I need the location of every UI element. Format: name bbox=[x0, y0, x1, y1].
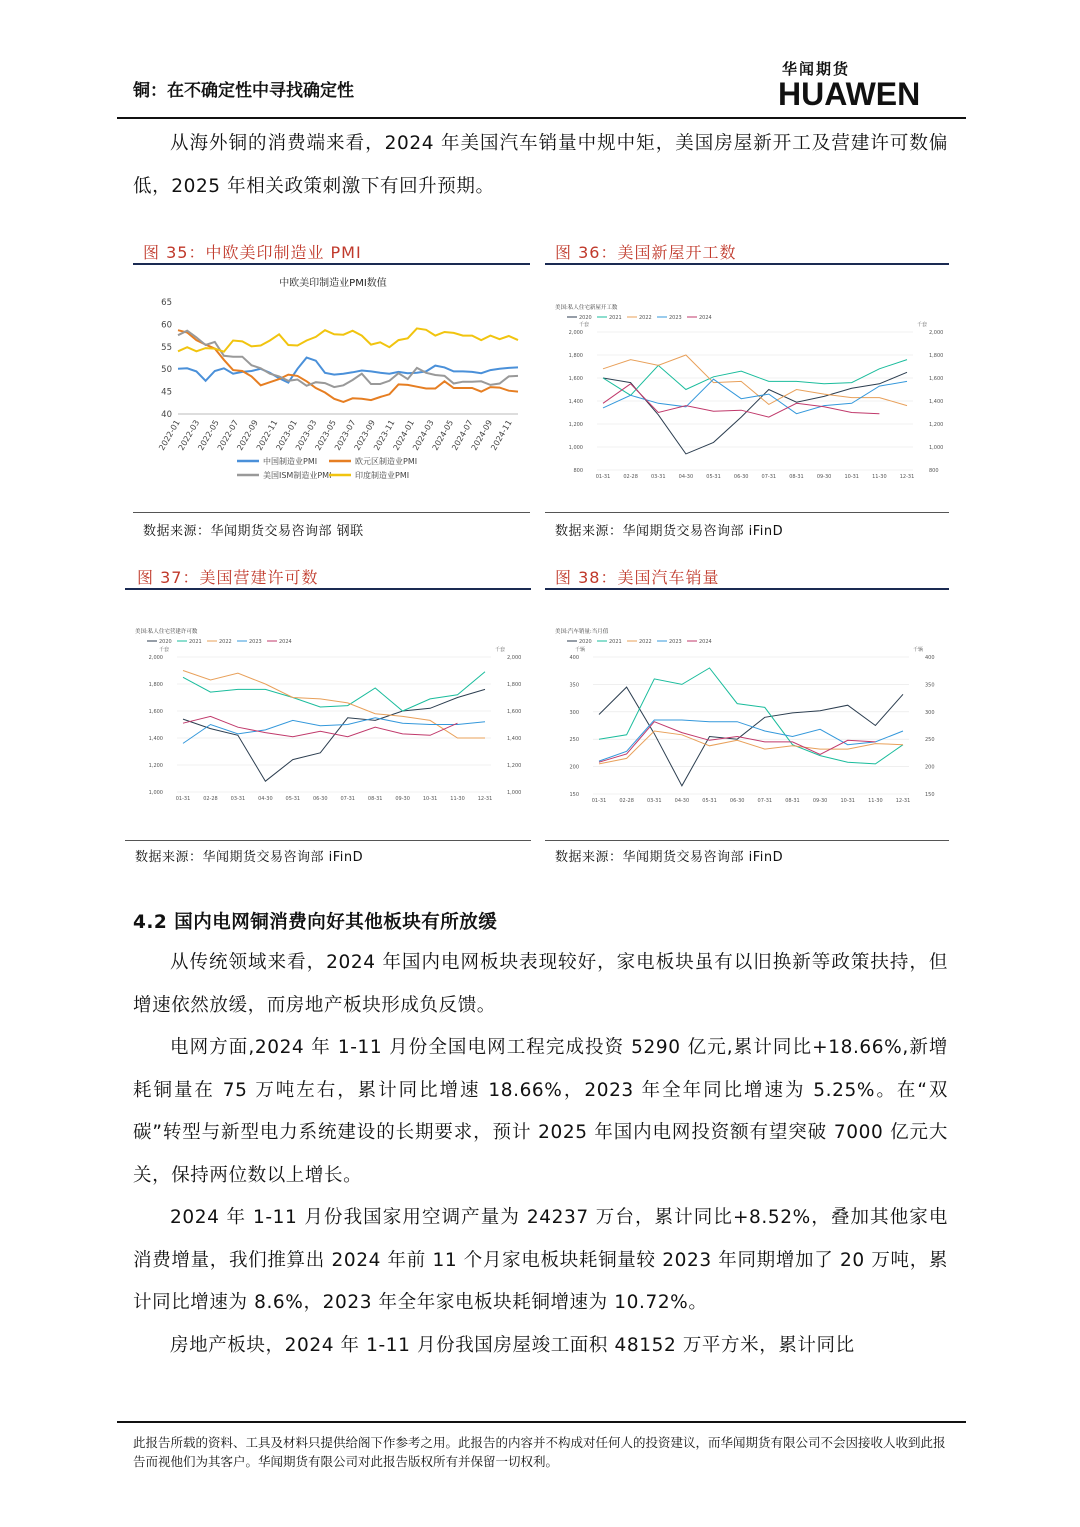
x-tick-label: 09-30 bbox=[816, 474, 832, 480]
y-tick-label-left: 1,800 bbox=[568, 353, 583, 359]
y-tick-label: 40 bbox=[161, 410, 172, 420]
legend-label: 2023 bbox=[669, 315, 682, 321]
x-tick-label: 10-31 bbox=[844, 474, 859, 480]
x-tick-label: 2023-11 bbox=[372, 418, 397, 452]
x-tick-label: 2022-05 bbox=[196, 418, 221, 452]
series-line bbox=[178, 328, 518, 351]
report-title: 铜：在不确定性中寻找确定性 bbox=[133, 81, 354, 101]
x-tick-label: 04-30 bbox=[678, 474, 694, 480]
logo-chinese-text: 华闻期货 bbox=[782, 60, 851, 78]
legend-label: 2022 bbox=[639, 315, 652, 321]
y-tick-label-right: 300 bbox=[925, 709, 935, 716]
fig38-bottom-rule bbox=[545, 840, 949, 841]
y-tick-label: 55 bbox=[161, 342, 172, 353]
legend-label: 2020 bbox=[579, 315, 592, 321]
section-heading: 4.2 国内电网铜消费向好其他板块有所放缓 bbox=[133, 912, 498, 933]
x-tick-label: 12-31 bbox=[899, 474, 915, 480]
x-tick-label: 07-31 bbox=[757, 798, 773, 804]
y-tick-label-left: 350 bbox=[569, 682, 579, 689]
legend-label: 2021 bbox=[609, 315, 622, 321]
y-tick-label-left: 1,800 bbox=[148, 682, 163, 688]
y-tick-label-left: 1,000 bbox=[568, 445, 583, 451]
y-tick-label: 50 bbox=[161, 365, 172, 376]
x-tick-label: 07-31 bbox=[761, 474, 777, 480]
x-tick-label: 01-31 bbox=[591, 798, 607, 804]
legend-label: 美国ISM制造业PMI bbox=[263, 471, 332, 480]
legend-label: 2024 bbox=[699, 639, 712, 645]
series-line bbox=[603, 379, 907, 414]
y-tick-label-right: 250 bbox=[925, 737, 935, 744]
y-tick-label-right: 1,800 bbox=[929, 353, 944, 359]
section-paragraph: 电网方面,2024 年 1-11 月份全国电网工程完成投资 5290 亿元,累计同比+18.66%,新增耗铜量在 75 万吨左右，累计同比增速 18.66%，2023 年全年同比增速为 5.25%。在“双碳”转型与新型电力系统建设的长期要求，预计 2025 年国内电网投资额有望突破 7000 亿元大关，保持两位数以上增长。 bbox=[133, 1037, 948, 1186]
x-tick-label: 2024-01 bbox=[391, 418, 417, 452]
x-tick-label: 10-31 bbox=[422, 796, 438, 802]
x-tick-label: 02-28 bbox=[203, 796, 218, 802]
y-tick-label-left: 150 bbox=[569, 792, 579, 798]
x-tick-label: 07-31 bbox=[340, 796, 355, 802]
y-tick-label-right: 1,000 bbox=[929, 445, 944, 451]
y-tick-label: 65 bbox=[161, 298, 172, 308]
legend-label: 2024 bbox=[699, 315, 712, 321]
fig37-top-rule bbox=[125, 588, 531, 590]
series-line bbox=[603, 360, 907, 396]
chart-title: 美国:私人住宅新屋开工数 bbox=[555, 305, 618, 311]
x-tick-label: 2023-05 bbox=[313, 418, 338, 452]
x-tick-label: 12-31 bbox=[895, 798, 911, 804]
x-tick-label: 01-31 bbox=[595, 474, 611, 480]
series-line bbox=[599, 687, 903, 786]
fig37-bottom-rule bbox=[125, 840, 531, 841]
x-tick-label: 2022-09 bbox=[235, 418, 260, 452]
legend-label: 中国制造业PMI bbox=[263, 457, 318, 466]
y-tick-label-right: 2,000 bbox=[929, 330, 944, 336]
legend-label: 2021 bbox=[609, 639, 622, 645]
x-tick-label: 05-31 bbox=[285, 796, 301, 802]
chart-title: 中欧美印制造业PMI数值 bbox=[279, 278, 387, 289]
series-line bbox=[178, 358, 518, 383]
x-tick-label: 2023-01 bbox=[274, 418, 299, 452]
unit-label-left: 千套 bbox=[578, 322, 589, 328]
y-tick-label: 60 bbox=[161, 320, 172, 331]
fig35-title: 图 35：中欧美印制造业 PMI bbox=[143, 243, 362, 262]
y-tick-label-right: 200 bbox=[925, 764, 935, 771]
legend-label: 2021 bbox=[189, 639, 202, 645]
x-tick-label: 09-30 bbox=[395, 796, 410, 802]
unit-label-left: 千套 bbox=[158, 647, 169, 653]
y-tick-label-left: 800 bbox=[573, 468, 583, 474]
intro-paragraph bbox=[133, 123, 948, 208]
x-tick-label: 2023-09 bbox=[352, 418, 378, 452]
intro-paragraph-text: 从海外铜的消费端来看，2024 年美国汽车销量中规中矩，美国房屋新开工及营建许可数偏低，2025 年相关政策刺激下有回升预期。 bbox=[133, 133, 948, 197]
y-tick-label-left: 400 bbox=[569, 655, 579, 661]
y-tick-label-left: 1,600 bbox=[568, 376, 583, 382]
fig38-title: 图 38：美国汽车销量 bbox=[555, 568, 720, 587]
disclaimer: 此报告所载的资料、工具及材料只提供给阁下作参考之用。此报告的内容并不构成对任何人的投资建议，而华闻期货有限公司不会因接收人收到此报告而视他们为其客户。华闻期货有限公司对此报告版权所有并保留一切权利。 bbox=[133, 1435, 946, 1469]
legend-label: 2020 bbox=[159, 639, 172, 645]
unit-label-left: 千辆 bbox=[574, 647, 585, 653]
y-tick-label-right: 2,000 bbox=[507, 655, 522, 661]
fig35-top-rule bbox=[133, 263, 530, 265]
series-line bbox=[603, 384, 879, 417]
x-tick-label: 2024-09 bbox=[469, 418, 495, 452]
fig38-chart bbox=[545, 591, 949, 835]
y-tick-label-right: 800 bbox=[929, 468, 939, 474]
x-tick-label: 2023-07 bbox=[332, 418, 358, 452]
y-tick-label-left: 1,000 bbox=[148, 790, 163, 796]
fig36-chart bbox=[545, 266, 949, 508]
x-tick-label: 06-30 bbox=[729, 798, 745, 804]
series-line bbox=[183, 672, 485, 711]
y-tick-label-right: 1,000 bbox=[507, 790, 522, 796]
y-tick-label-left: 1,400 bbox=[148, 736, 163, 742]
legend-label: 2022 bbox=[219, 639, 232, 645]
legend-label: 2020 bbox=[579, 639, 592, 645]
x-tick-label: 05-31 bbox=[706, 474, 721, 480]
x-tick-label: 2024-07 bbox=[450, 418, 475, 452]
logo-english-text: HUAWEN bbox=[778, 76, 921, 112]
x-tick-label: 06-30 bbox=[313, 796, 328, 802]
y-tick-label-right: 150 bbox=[925, 792, 935, 798]
x-tick-label: 04-30 bbox=[674, 798, 690, 804]
series-line bbox=[599, 722, 875, 763]
y-tick-label-left: 2,000 bbox=[148, 655, 163, 661]
huawen-logo bbox=[778, 58, 950, 112]
legend-label: 2023 bbox=[249, 639, 262, 645]
fig38-source: 数据来源：华闻期货交易咨询部 iFinD bbox=[555, 850, 784, 865]
y-tick-label-left: 200 bbox=[569, 764, 579, 771]
fig37-chart bbox=[125, 591, 531, 835]
x-tick-label: 03-31 bbox=[647, 798, 662, 804]
x-tick-label: 2023-03 bbox=[293, 418, 319, 452]
y-tick-label-right: 1,600 bbox=[507, 709, 522, 715]
x-tick-label: 11-30 bbox=[872, 474, 887, 480]
y-tick-label-left: 1,200 bbox=[148, 763, 163, 769]
x-tick-label: 2022-03 bbox=[176, 418, 202, 452]
x-tick-label: 03-31 bbox=[651, 474, 666, 480]
x-tick-label: 03-31 bbox=[230, 796, 246, 802]
x-tick-label: 11-30 bbox=[450, 796, 465, 802]
y-tick-label-right: 1,800 bbox=[507, 682, 522, 688]
fig36-source: 数据来源：华闻期货交易咨询部 iFinD bbox=[555, 524, 784, 539]
x-tick-label: 2022-11 bbox=[254, 418, 280, 452]
y-tick-label-right: 1,200 bbox=[929, 422, 944, 428]
header-divider bbox=[117, 117, 966, 119]
fig36-top-rule bbox=[545, 263, 949, 265]
x-tick-label: 02-28 bbox=[619, 798, 634, 804]
series-line bbox=[183, 689, 485, 781]
x-tick-label: 12-31 bbox=[477, 796, 493, 802]
x-tick-label: 2024-03 bbox=[411, 418, 436, 452]
series-line bbox=[599, 668, 903, 764]
x-tick-label: 09-30 bbox=[812, 798, 828, 804]
x-tick-label: 2024-05 bbox=[430, 418, 456, 452]
fig38-top-rule bbox=[545, 588, 949, 590]
x-tick-label: 02-28 bbox=[623, 474, 638, 480]
x-tick-label: 2022-07 bbox=[215, 418, 241, 452]
x-tick-label: 05-31 bbox=[702, 798, 717, 804]
chart-title: 美国:私人住宅营建许可数 bbox=[135, 629, 198, 635]
y-tick-label-left: 2,000 bbox=[568, 330, 583, 336]
fig36-bottom-rule bbox=[545, 512, 949, 513]
unit-label-right: 千套 bbox=[916, 322, 927, 328]
x-tick-label: 08-31 bbox=[367, 796, 383, 802]
fig35-bottom-rule bbox=[133, 512, 530, 513]
legend-label: 2023 bbox=[669, 639, 682, 645]
fig35-source: 数据来源：华闻期货交易咨询部 钢联 bbox=[143, 524, 364, 539]
fig37-source: 数据来源：华闻期货交易咨询部 iFinD bbox=[135, 850, 364, 865]
y-tick-label: 45 bbox=[161, 387, 172, 398]
section-paragraph: 从传统领域来看，2024 年国内电网板块表现较好，家电板块虽有以旧换新等政策扶持，但增速依然放缓，而房地产板块形成负反馈。 bbox=[133, 952, 948, 1016]
y-tick-label-left: 1,200 bbox=[568, 422, 583, 428]
y-tick-label-right: 1,400 bbox=[507, 736, 522, 742]
x-tick-label: 01-31 bbox=[175, 796, 191, 802]
legend-label: 2022 bbox=[639, 639, 652, 645]
legend-label: 2024 bbox=[279, 639, 292, 645]
x-tick-label: 08-31 bbox=[785, 798, 800, 804]
y-tick-label-left: 300 bbox=[569, 709, 579, 716]
fig36-title: 图 36：美国新屋开工数 bbox=[555, 243, 737, 262]
series-line bbox=[178, 330, 518, 402]
x-tick-label: 2024-11 bbox=[489, 418, 514, 452]
y-tick-label-right: 350 bbox=[925, 682, 935, 689]
unit-label-right: 千套 bbox=[494, 647, 505, 653]
fig37-title: 图 37：美国营建许可数 bbox=[137, 568, 319, 587]
x-tick-label: 04-30 bbox=[258, 796, 273, 802]
fig35-chart bbox=[133, 266, 530, 508]
x-tick-label: 2022-01 bbox=[157, 418, 182, 452]
x-tick-label: 11-30 bbox=[868, 798, 883, 804]
x-tick-label: 08-31 bbox=[789, 474, 804, 480]
y-tick-label-right: 1,600 bbox=[929, 376, 944, 382]
chart-title: 美国:汽车销量:当月值 bbox=[555, 629, 609, 635]
section-paragraph: 2024 年 1-11 月份我国家用空调产量为 24237 万台，累计同比+8.52%，叠加其他家电消费增量，我们推算出 2024 年前 11 个月家电板块耗铜量较 2023 年同期增加了 20 万吨，累计同比增速为 8.6%，2023 年全年家电板块耗铜增速为 10.72%。 bbox=[133, 1207, 948, 1313]
y-tick-label-left: 1,400 bbox=[568, 399, 583, 405]
series-line bbox=[599, 731, 903, 764]
x-tick-label: 10-31 bbox=[840, 798, 855, 804]
unit-label-right: 千辆 bbox=[912, 647, 923, 653]
footer-divider bbox=[117, 1421, 966, 1423]
series-line bbox=[178, 331, 518, 387]
y-tick-label-left: 250 bbox=[569, 737, 579, 744]
legend-label: 欧元区制造业PMI bbox=[355, 457, 418, 466]
x-tick-label: 06-30 bbox=[733, 474, 749, 480]
y-tick-label-left: 1,600 bbox=[148, 709, 163, 715]
y-tick-label-right: 1,200 bbox=[507, 763, 522, 769]
series-line bbox=[183, 716, 458, 736]
section-paragraph: 房地产板块，2024 年 1-11 月份我国房屋竣工面积 48152 万平方米，累计同比 bbox=[170, 1334, 855, 1356]
y-tick-label-right: 1,400 bbox=[929, 399, 944, 405]
y-tick-label-right: 400 bbox=[925, 655, 935, 661]
series-line bbox=[603, 355, 907, 406]
section-body bbox=[133, 942, 948, 1367]
legend-label: 印度制造业PMI bbox=[355, 471, 410, 480]
